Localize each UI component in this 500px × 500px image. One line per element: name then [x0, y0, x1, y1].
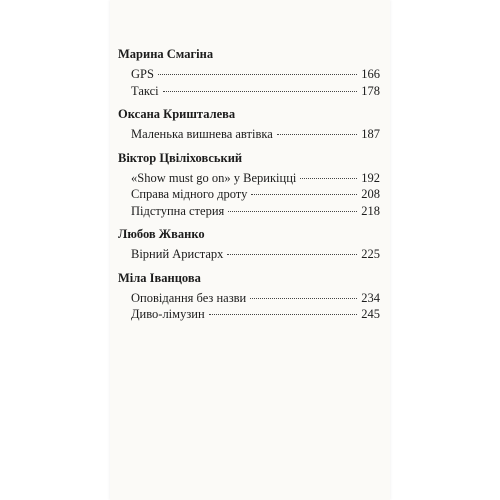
entry-title: Маленька вишнева автівка — [131, 127, 273, 141]
toc-section-smagina — [118, 46, 380, 99]
dot-leader — [209, 314, 358, 315]
entry-title: Вірний Аристарх — [131, 247, 224, 261]
entry-title: Диво-лімузин — [131, 307, 205, 321]
entry-title: Справа мідного дроту — [131, 187, 248, 201]
entry-title: «Show must go on» у Верикіцці — [131, 170, 297, 185]
toc-section-zhvanko — [118, 226, 380, 263]
toc-entry — [118, 290, 380, 307]
toc-section-tsvilikhovskyi — [118, 150, 380, 220]
entry-title: Підступна стерия — [131, 203, 225, 218]
entry-title: GPS — [131, 67, 154, 81]
entry-page-number: 178 — [361, 83, 380, 98]
toc-entry — [118, 66, 380, 83]
entry-title: Таксі — [131, 83, 159, 98]
dot-leader — [250, 298, 357, 299]
author-name: Марина Смагіна — [118, 47, 214, 61]
dot-leader — [163, 91, 358, 92]
book-page — [110, 0, 390, 500]
toc-section-ivantsova — [118, 270, 380, 323]
toc-entry — [118, 306, 380, 323]
toc-entry — [118, 203, 380, 220]
toc-entry — [118, 83, 380, 100]
entry-page-number: 187 — [361, 127, 380, 141]
entry-page-number: 192 — [361, 170, 380, 185]
dot-leader — [158, 74, 357, 75]
author-name: Віктор Цвіліховський — [118, 150, 243, 165]
toc-entry — [118, 170, 380, 187]
dot-leader — [228, 211, 357, 212]
entry-page-number: 166 — [361, 67, 380, 81]
dot-leader — [251, 194, 357, 195]
author-name: Любов Жванко — [118, 227, 205, 241]
toc-entry — [118, 246, 380, 263]
table-of-contents — [118, 46, 380, 330]
toc-entry — [118, 186, 380, 203]
entry-page-number: 245 — [361, 307, 380, 321]
entry-title: Оповідання без назви — [131, 290, 247, 305]
dot-leader — [277, 134, 357, 135]
toc-entry — [118, 126, 380, 143]
dot-leader — [300, 178, 357, 179]
entry-page-number: 225 — [361, 247, 380, 261]
dot-leader — [227, 254, 357, 255]
entry-page-number: 208 — [361, 187, 380, 201]
entry-page-number: 218 — [361, 203, 380, 218]
author-name: Міла Іванцова — [118, 270, 201, 285]
entry-page-number: 234 — [361, 290, 380, 305]
author-name: Оксана Кришталева — [118, 107, 236, 121]
toc-section-kryshtaleva — [118, 106, 380, 143]
